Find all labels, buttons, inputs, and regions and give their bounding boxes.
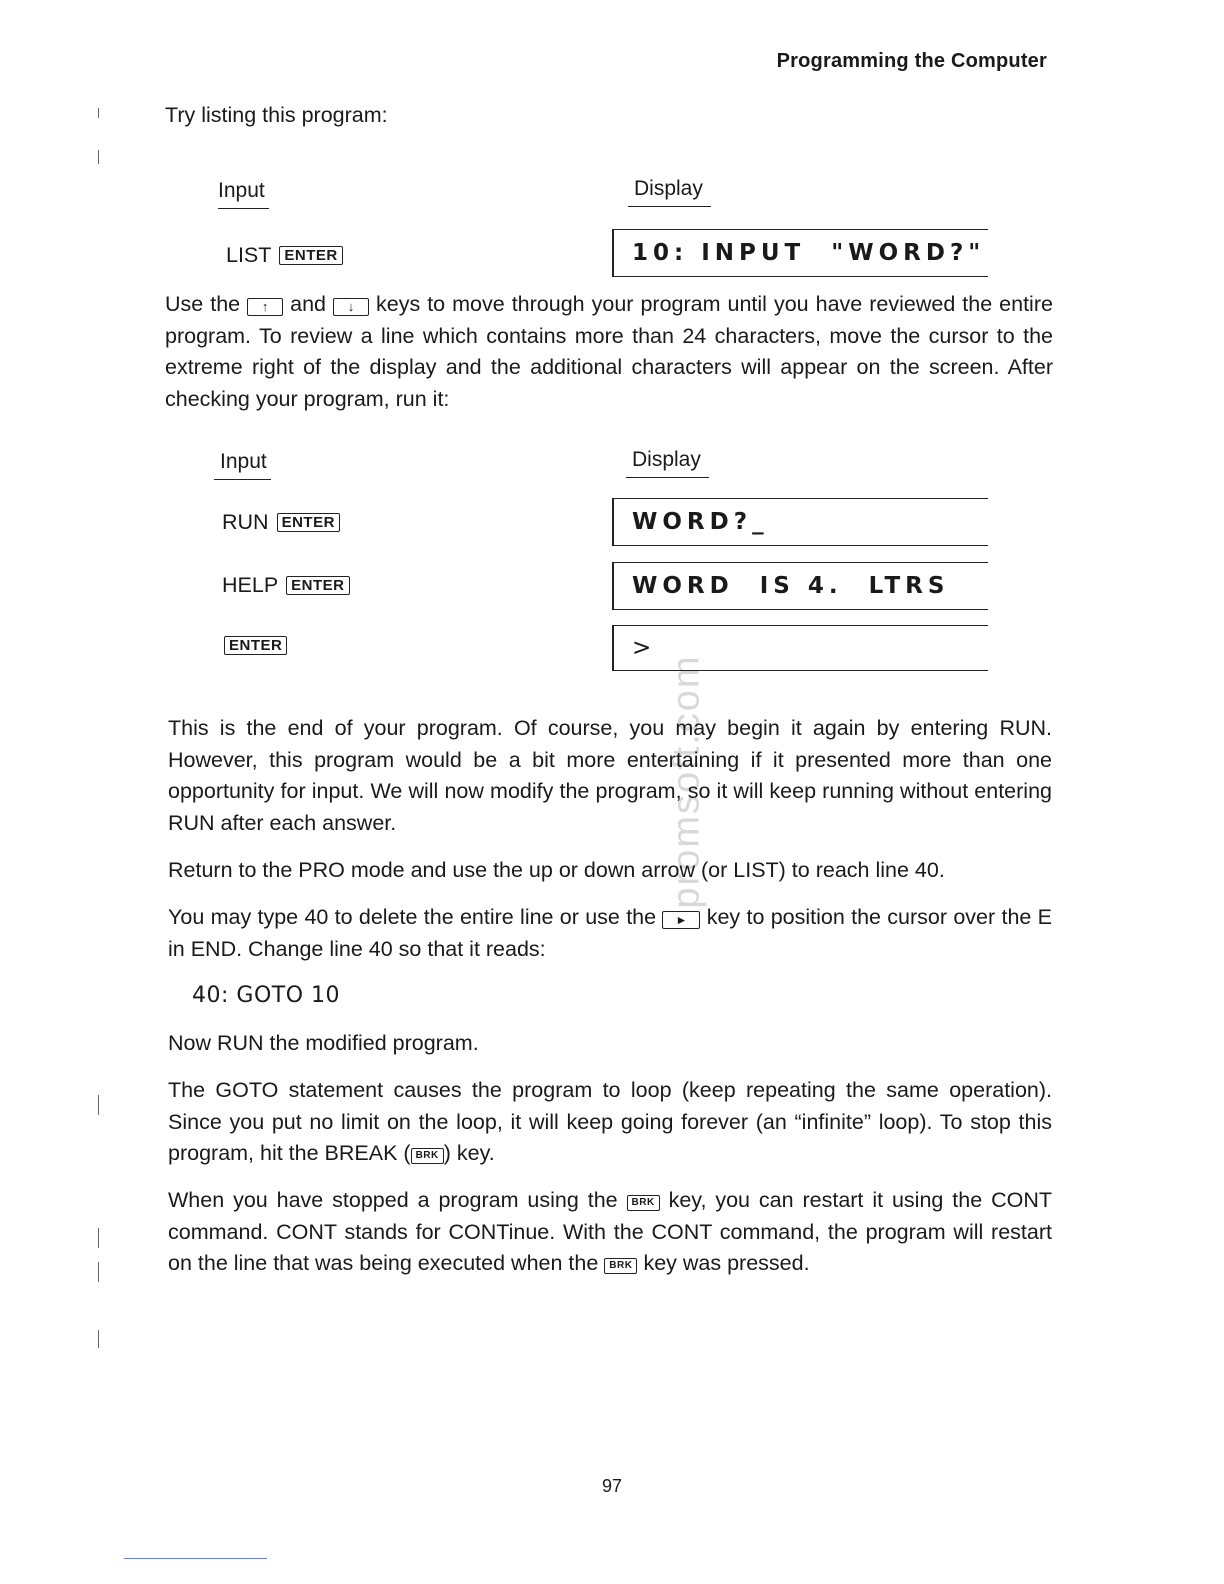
input-column-heading: Input — [218, 179, 269, 209]
right-arrow-key-icon: ► — [662, 911, 700, 929]
command-text: RUN — [222, 510, 269, 534]
paragraph-pro-mode: Return to the PRO mode and use the up or down arrow (or LIST) to reach line 40. — [168, 858, 945, 882]
display-column-heading: Display — [626, 448, 709, 478]
enter-key: ENTER — [277, 513, 340, 532]
lcd-display: WORD IS 4. LTRS — [612, 562, 988, 610]
enter-key: ENTER — [286, 576, 349, 595]
margin-mark — [98, 150, 99, 164]
up-arrow-key-icon: ↑ — [247, 298, 283, 316]
lcd-display: > — [612, 625, 988, 671]
paragraph-cont-command: When you have stopped a program using the BRK key, you can restart it using the CONT command. CONT stands for CONTinue. With the CONT command, the program will restart on the line that was being executed when the BRK key was pressed. — [168, 1188, 1052, 1275]
margin-mark — [98, 108, 99, 118]
enter-key: ENTER — [224, 636, 287, 655]
input-column-heading: Input — [214, 450, 271, 480]
command-text: LIST — [226, 243, 272, 267]
bottom-rule — [124, 1558, 267, 1559]
paragraph-end-of-program: This is the end of your program. Of course, you may begin it again by entering RUN. However, this program would be a bit more entertaining if it presented more than one opportunity for input. We will now modify the program, so it will keep running without entering RUN after each answer. — [168, 716, 1052, 835]
help-command — [222, 573, 350, 598]
lcd-display: 10: INPUT "WORD?" — [612, 229, 988, 277]
break-key-icon: BRK — [604, 1258, 637, 1274]
margin-mark — [98, 1095, 99, 1115]
display-column-heading: Display — [628, 177, 711, 207]
paragraph-modify-line: You may type 40 to delete the entire line or use the ► key to position the cursor over the E in END. Change line 40 so that it reads: — [168, 905, 1052, 961]
list-command — [226, 243, 343, 268]
break-key-icon: BRK — [627, 1195, 660, 1211]
paragraph-review: Use the ↑ and ↓ keys to move through your program until you have reviewed the entire program. To review a line which contains more than 24 characters, move the cursor to the extreme right of the display and the additional characters will appear on the screen. After checking your program, run it: — [165, 292, 1053, 411]
code-line: 40: GOTO 10 — [192, 983, 341, 1008]
down-arrow-key-icon: ↓ — [333, 298, 369, 316]
intro-text: Try listing this program: — [165, 103, 388, 127]
margin-mark — [98, 1262, 99, 1282]
lcd-display: WORD?_ — [612, 498, 988, 546]
margin-mark — [98, 1330, 99, 1348]
paragraph-run-modified: Now RUN the modified program. — [168, 1031, 479, 1055]
page-number: 97 — [601, 1476, 623, 1496]
paragraph-goto-loop: The GOTO statement causes the program to loop (keep repeating the same operation). Since you put no limit on the loop, it will keep going forever (an “infinite” loop). To stop this program, hit the BREAK ( BRK ) key. — [168, 1078, 1052, 1165]
break-key-icon: BRK — [411, 1148, 444, 1164]
watermark: promsoft.com — [665, 654, 708, 909]
enter-command — [224, 636, 287, 655]
margin-mark — [98, 1228, 99, 1248]
running-header: Programming the Computer — [776, 50, 1047, 72]
enter-key: ENTER — [279, 246, 342, 265]
command-text: HELP — [222, 573, 279, 597]
run-command — [222, 510, 340, 535]
